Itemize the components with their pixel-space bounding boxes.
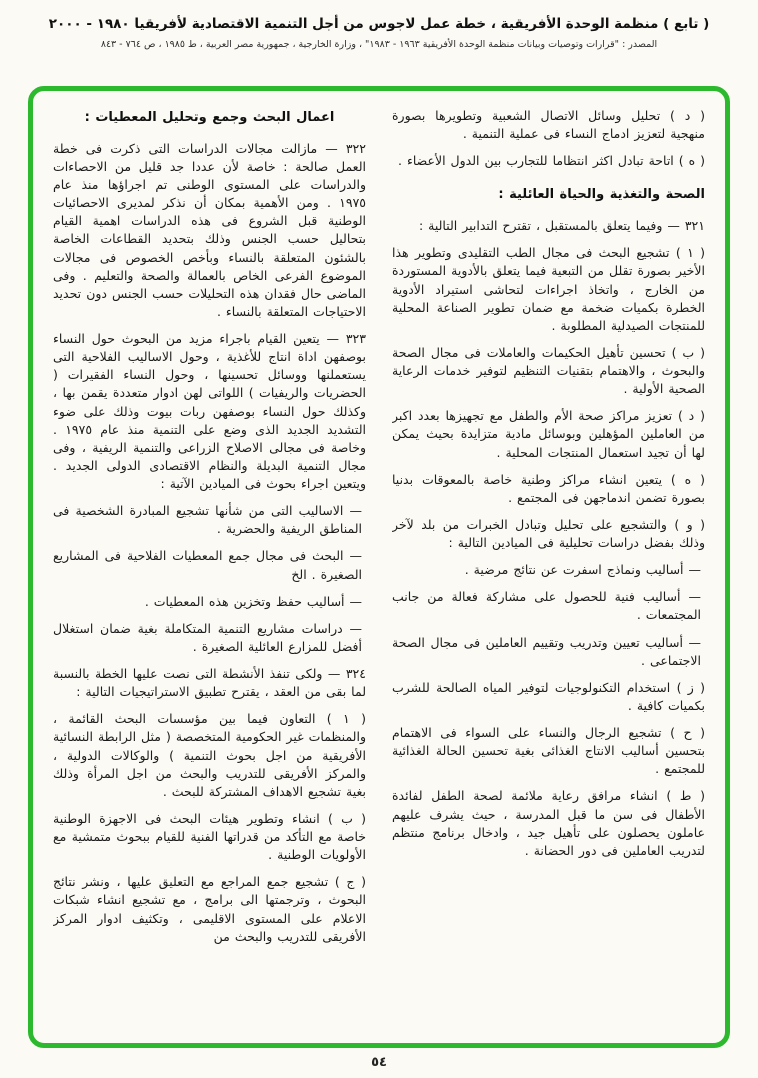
paragraph: ( ه ) يتعين انشاء مراكز وطنية خاصة بالمعوقات بدنيا بصورة تضمن اندماجهن فى المجتمع . xyxy=(392,471,705,505)
document-source-line: المصدر : "قرارات وتوصيات وبيانات منظمة الوحدة الأفريقية ١٩٦٣ - ١٩٨٣" ، وزارة الخارجية ، جمهورية مصر العربية ، ط ١٩٨٥ ، ص ٧٦٤ - ٨٤٣ xyxy=(100,39,658,50)
dash-item: — أساليب حفظ وتخزين هذه المعطيات . xyxy=(144,593,362,609)
paragraph: ( ١ ) تشجيع البحث فى مجال الطب التقليدى وتطوير هذا الأخير بصورة تقلل من التبعية فيما يتعلق بالأدوية المستوردة من الخارج ، واتخاذ اجراءات لتحاشى استيراد الأدوية الخطرة بكميات ضخمة مع ضمان تطوير الصناعة المحلية للمنتجات الصيدلية المطلوبة . xyxy=(392,245,705,333)
dash-item: — الاساليب التى من شأنها تشجيع المبادرة الشخصية فى المناطق الريفية والحضرية . xyxy=(53,503,362,537)
section-heading: الصحة والتغذية والحياة العائلية : xyxy=(498,187,705,203)
paragraph: ( ١ ) التعاون فيما بين مؤسسات البحث القائمة ، والمنظمات غير الحكومية المتخصصة ( مثل الرابطة النسائية الأفريقية من اجل بحوث التنمية ) والوكالات الدولية ، والمركز الأفريقى للتدريب والبحث من اجل المرأة وذلك بغية تشجيع الاهداف المشتركة للبحث . xyxy=(53,711,366,799)
dash-item: — البحث فى مجال جمع المعطيات الفلاحية فى المشاريع الصغيرة . الخ xyxy=(53,548,362,582)
paragraph: ٣٢٤ — ولكى تنفذ الأنشطة التى نصت عليها الخطة بالنسبة لما بقى من العقد ، يقترح تطبيق الاستراتيجيات التالية : xyxy=(53,666,366,700)
document-title: ( تابع ) منظمة الوحدة الأفريقية ، خطة عمل لاجوس من أجل التنمية الاقتصادية لأفريقيا ١٩٨٠ - ٢٠٠٠ xyxy=(48,16,710,32)
paragraph: ( ه ) اتاحة تبادل اكثر انتظاما للتجارب بين الدول الأعضاء . xyxy=(398,153,705,169)
paragraph: ( ح ) تشجيع الرجال والنساء على السواء فى الاهتمام بتحسين أساليب الانتاج الغذائى بغية تحسين الحالة الغذائية للمجتمع . xyxy=(392,725,705,777)
column-left xyxy=(53,107,366,1029)
paragraph: ( د ) تعزيز مراكز صحة الأم والطفل مع تجهيزها بعدد اكبر من العاملين المؤهلين وبوسائل مادية متزايدة بحيث يمكن لها أن تجيد استعمال المنتجات المحلية . xyxy=(392,408,705,460)
paragraph: ٣٢٢ — مازالت مجالات الدراسات التى ذكرت فى خطة العمل صالحة : خاصة لأن عددا جد قليل من الاحصاءات والدراسات على المستوى الوطنى تم اجراؤها منذ عام ١٩٧٥ . ومن الأهمية بمكان أن نذكر لمديرى الاحصائيات الوطنية قبل الشروع فى هذه الدراسات اهمية القيام بتحاليل حسب الجنس وذلك بتحديد القطاعات الخاصة بالشئون المتعلقة بالنساء وبأخص الخصوص فى مجالات الموضوع الفرعى الخاص بالعمالة والصحة والتعليم . وفى الماضى حال فقدان هذه التحليلات حسب الجنس دون تحديد الاحتياجات المتعلقة بالنساء . xyxy=(53,140,366,319)
column-right xyxy=(392,107,705,1029)
paragraph: ( ج ) تشجيع جمع المراجع مع التعليق عليها ، ونشر نتائج البحوث ، وترجمتها الى برامج ، مع تشجيع انشاء شبكات الاعلام على المستوى الاقليمى ، وتكثيف ادوار المركز الأفريقى للتدريب والبحث من xyxy=(53,874,366,944)
green-border-box xyxy=(28,86,730,1048)
dash-item: — أساليب تعيين وتدريب وتقييم العاملين فى مجال الصحة الاجتماعى . xyxy=(392,634,701,668)
document-header xyxy=(24,16,734,50)
paragraph: ( ط ) انشاء مرافق رعاية ملائمة لصحة الطفل لفائدة الأطفال فى سن ما قبل المدرسة ، حيث يشرف عليهم عاملون يحصلون على تأهيل جيد ، وادخال برنامج منتظم لتدريب العاملين فى دور الحضانة . xyxy=(392,788,705,858)
paragraph: ٣٢٣ — يتعين القيام باجراء مزيد من البحوث حول النساء بوصفهن اداة انتاج للأغذية ، وحول الاساليب الفلاحية التى يستعملنها ووسائل تحسينها ، وحول النساء الفقيرات ( الحضريات والريفيات ) اللواتى لهن ادوار متعددة يقمن بها ، وكذلك حول النساء بوصفهن ربات بيوت وذلك على ضوء التشديد الجديد الذى وضع على التنمية منذ عام ١٩٧٥ . وخاصة فى مجالى الاصلاح الزراعى والتنمية الريفية ، وفى مجال التنمية البديلة والنظام الاقتصادى الدولى الجديد . ويتعين اجراء بحوث فى الميادين الآتية : xyxy=(53,331,366,492)
dash-item: — أساليب ونماذج اسفرت عن نتائج مرضية . xyxy=(464,562,701,578)
dash-item: — دراسات مشاريع التنمية المتكاملة بغية ضمان استغلال أفضل للمزارع العائلية الصغيرة . xyxy=(53,620,362,654)
paragraph: ( د ) تحليل وسائل الاتصال الشعبية وتطويرها بصورة منهجية لتعزيز ادماج النساء فى عملية التنمية . xyxy=(392,108,705,142)
paragraph: ( و ) والتشجيع على تحليل وتبادل الخبرات من بلد لآخر وذلك بفضل دراسات تحليلية فى الميادين التالية : xyxy=(392,516,705,551)
two-column-layout xyxy=(53,107,705,1029)
paragraph: ٣٢١ — وفيما يتعلق بالمستقبل ، تقترح التدابير التالية : xyxy=(418,218,705,234)
paragraph: ( ب ) انشاء وتطوير هيئات البحث فى الاجهزة الوطنية خاصة مع التأكد من قدراتها الفنية للقيام ببحوث متمشية مع الأولويات الوطنية . xyxy=(53,810,366,863)
paragraph: ( ب ) تحسين تأهيل الحكيمات والعاملات فى مجال الصحة والبحوث ، والاهتمام بتقنيات التنظيم لتوفير خدمات الرعاية الصحية الأولية . xyxy=(392,344,705,397)
dash-item: — أساليب فنية للحصول على مشاركة فعالة من جانب المجتمعات . xyxy=(392,589,701,623)
paragraph: ( ز ) استخدام التكنولوجيات لتوفير المياه الصالحة للشرب بكميات كافية . xyxy=(392,679,705,713)
page-number: ٥٤ xyxy=(371,1055,387,1070)
section-heading: اعمال البحث وجمع وتحليل المعطيات : xyxy=(84,110,335,125)
